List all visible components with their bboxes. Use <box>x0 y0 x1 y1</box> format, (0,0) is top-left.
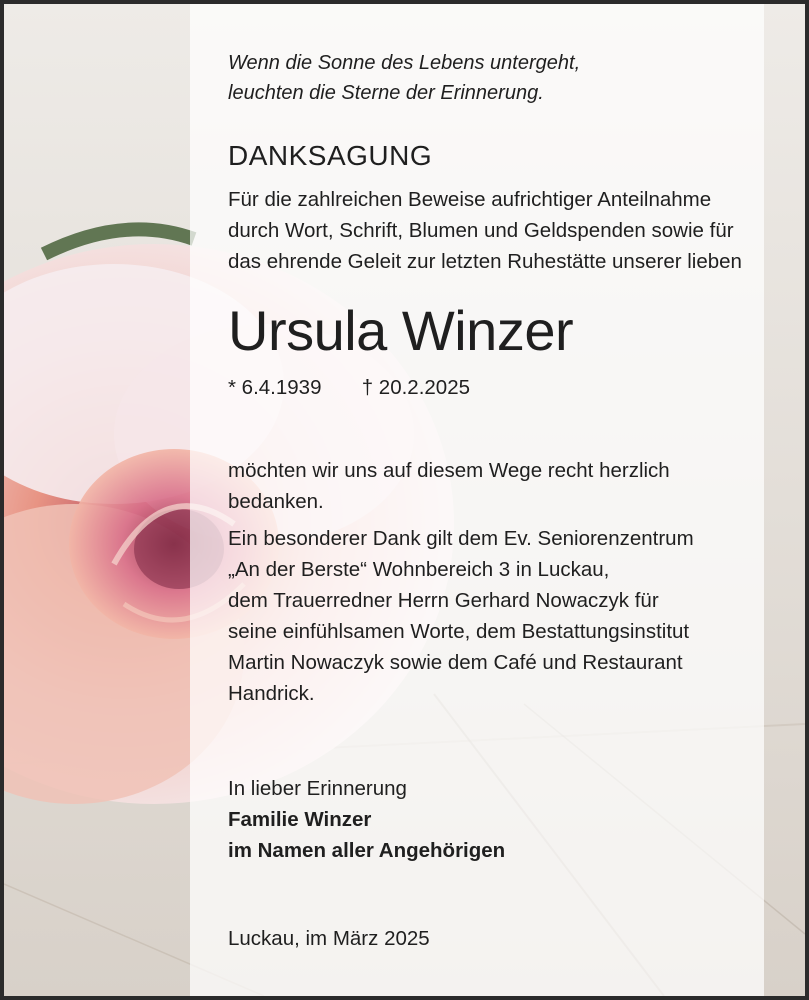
intro-text <box>228 184 748 277</box>
signature-line-1: In lieber Erinnerung <box>228 777 407 800</box>
place-date: Luckau, im März 2025 <box>228 927 430 950</box>
death-date: † 20.2.2025 <box>361 376 470 399</box>
heading: DANKSAGUNG <box>228 140 433 171</box>
special-line-5: Martin Nowaczyk sowie dem Café und Restaurant <box>228 651 683 674</box>
signature-line-3: im Namen aller Angehörigen <box>228 839 506 862</box>
special-line-6: Handrick. <box>228 682 315 705</box>
thanks-line-1: möchten wir uns auf diesem Wege recht herzlich <box>228 459 670 482</box>
special-line-4: seine einfühlsamen Worte, dem Bestattungsinstitut <box>228 620 690 643</box>
special-line-3: dem Trauerredner Herrn Gerhard Nowaczyk für <box>228 589 659 612</box>
intro-line-2: durch Wort, Schrift, Blumen und Geldspenden sowie für <box>228 219 734 242</box>
thanks-line-2: bedanken. <box>228 490 324 513</box>
thanks-text <box>228 455 748 517</box>
motto-line-2: leuchten die Sterne der Erinnerung. <box>228 82 544 104</box>
special-line-2: „An der Berste“ Wohnbereich 3 in Luckau, <box>228 558 610 581</box>
intro-line-3: das ehrende Geleit zur letzten Ruhestätte unserer lieben <box>228 250 742 273</box>
intro-line-1: Für die zahlreichen Beweise aufrichtiger Anteilnahme <box>228 188 712 211</box>
signature-line-2: Familie Winzer <box>228 808 372 831</box>
special-line-1: Ein besonderer Dank gilt dem Ev. Seniorenzentrum <box>228 527 694 550</box>
motto-line-1: Wenn die Sonne des Lebens untergeht, <box>228 52 581 74</box>
birth-date: * 6.4.1939 <box>228 376 322 399</box>
signature-block <box>228 773 748 866</box>
notice-content <box>228 48 748 954</box>
life-dates <box>228 373 748 403</box>
special-thanks-text <box>228 523 748 709</box>
deceased-name: Ursula Winzer <box>228 299 574 362</box>
